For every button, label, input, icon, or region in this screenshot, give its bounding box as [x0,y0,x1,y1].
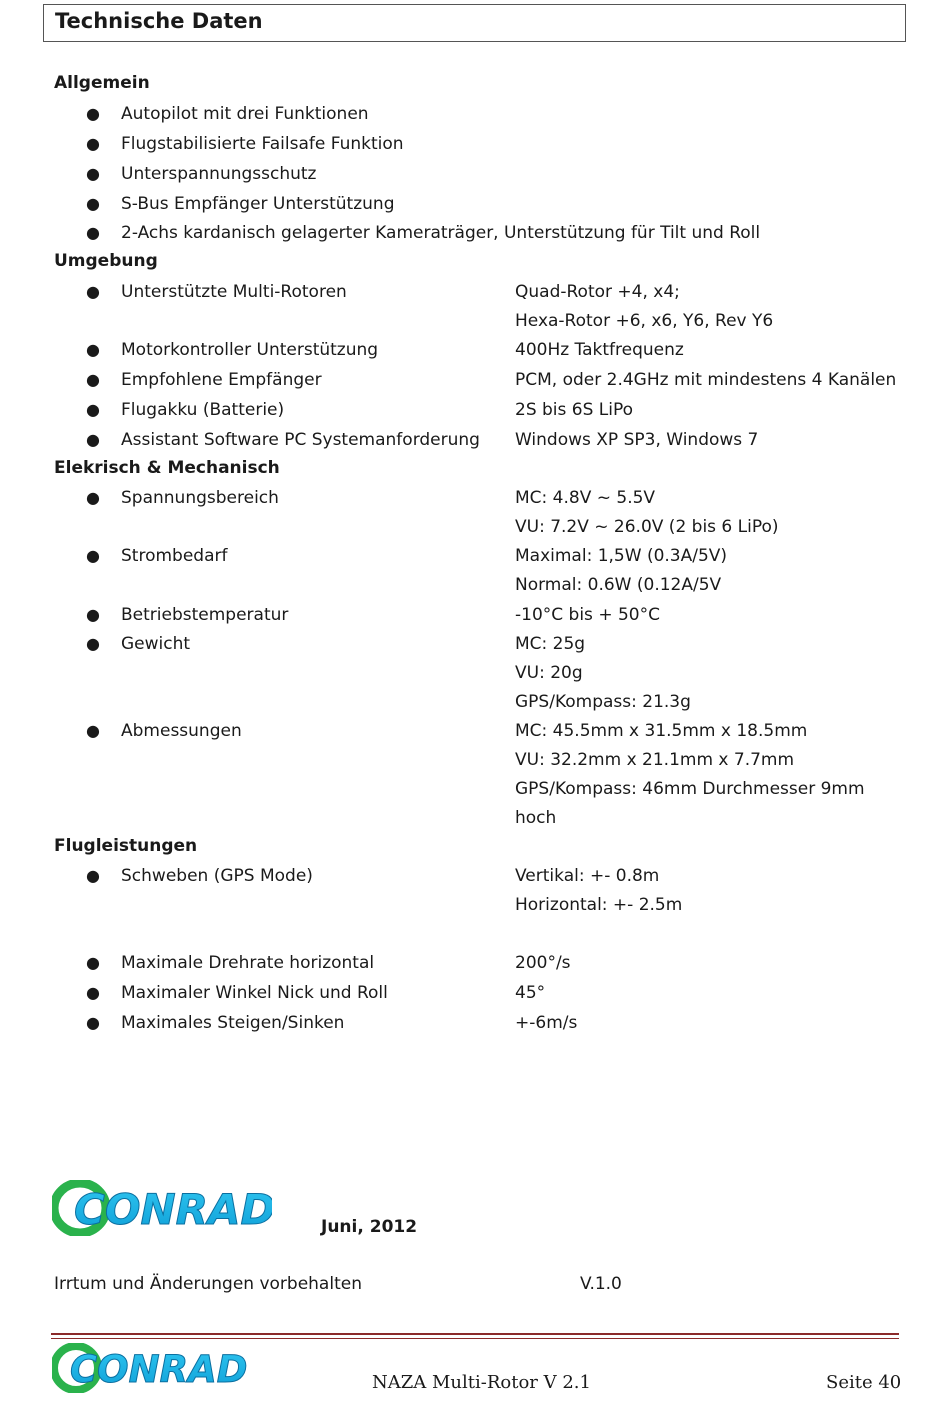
section-heading-elektrisch: Elekrisch & Mechanisch [54,458,280,478]
spec-row: ● Maximales Steigen/Sinken +-6m/s [86,1013,578,1033]
spec-row-continuation: GPS/Kompass: 46mm Durchmesser 9mm [515,779,865,799]
document-title: NAZA Multi-Rotor V 2.1 [372,1372,591,1393]
spec-row: ● Maximale Drehrate horizontal 200°/s [86,953,571,973]
spec-row: ● Betriebstemperatur -10°C bis + 50°C [86,605,660,625]
spec-row: ● Unterstützte Multi-Rotoren Quad-Rotor +4, x4; [86,282,680,302]
spec-row: ● Schweben (GPS Mode) Vertikal: +- 0.8m [86,866,660,886]
footer-rule [51,1333,899,1335]
list-item: ● Unterspannungsschutz [86,164,317,184]
conrad-logo [52,1180,272,1240]
list-item: ● Flugstabilisierte Failsafe Funktion [86,134,404,154]
spec-row: ● Flugakku (Batterie) 2S bis 6S LiPo [86,400,634,420]
list-item: ● Autopilot mit drei Funktionen [86,104,369,124]
section-heading-umgebung: Umgebung [54,251,158,271]
section-heading-flugleistungen: Flugleistungen [54,836,198,856]
spec-row: ● Motorkontroller Unterstützung 400Hz Taktfrequenz [86,340,684,360]
list-item: ● S-Bus Empfänger Unterstützung [86,194,395,214]
spec-row: ● Assistant Software PC Systemanforderung Windows XP SP3, Windows 7 [86,430,759,450]
spec-row-continuation: VU: 7.2V ~ 26.0V (2 bis 6 LiPo) [515,517,779,537]
spec-row-continuation: VU: 20g [515,663,583,683]
page-title: Technische Daten [55,9,263,33]
spec-row: ● Maximaler Winkel Nick und Roll 45° [86,983,546,1003]
spec-row: ● Abmessungen MC: 45.5mm x 31.5mm x 18.5mm [86,721,808,741]
spec-row-continuation: VU: 32.2mm x 21.1mm x 7.7mm [515,750,795,770]
section-heading-allgemein: Allgemein [54,73,150,93]
spec-row-continuation: Hexa-Rotor +6, x6, Y6, Rev Y6 [515,311,774,331]
version: V.1.0 [580,1274,622,1294]
conrad-logo-footer [52,1343,247,1397]
page-number: Seite 40 [826,1372,902,1393]
spec-row: ● Strombedarf Maximal: 1,5W (0.3A/5V) [86,546,728,566]
spec-row-continuation: Normal: 0.6W (0.12A/5V [515,575,722,595]
spec-row-continuation: GPS/Kompass: 21.3g [515,692,691,712]
svg-text:CONRAD: CONRAD [74,1185,272,1234]
list-item: ● 2-Achs kardanisch gelagerter Kameraträger, Unterstützung für Tilt und Roll [86,223,761,243]
spec-row: ● Spannungsbereich MC: 4.8V ~ 5.5V [86,488,656,508]
spec-row: ● Empfohlene Empfänger PCM, oder 2.4GHz mit mindestens 4 Kanälen [86,370,897,390]
disclaimer: Irrtum und Änderungen vorbehalten [54,1274,362,1294]
footer-rule [51,1338,899,1339]
spec-row-continuation: Horizontal: +- 2.5m [515,895,683,915]
svg-text:CONRAD: CONRAD [70,1348,247,1391]
spec-row: ● Gewicht MC: 25g [86,634,586,654]
spec-row-continuation: hoch [515,808,557,828]
title-box [43,4,906,42]
publication-date: Juni, 2012 [321,1217,418,1237]
